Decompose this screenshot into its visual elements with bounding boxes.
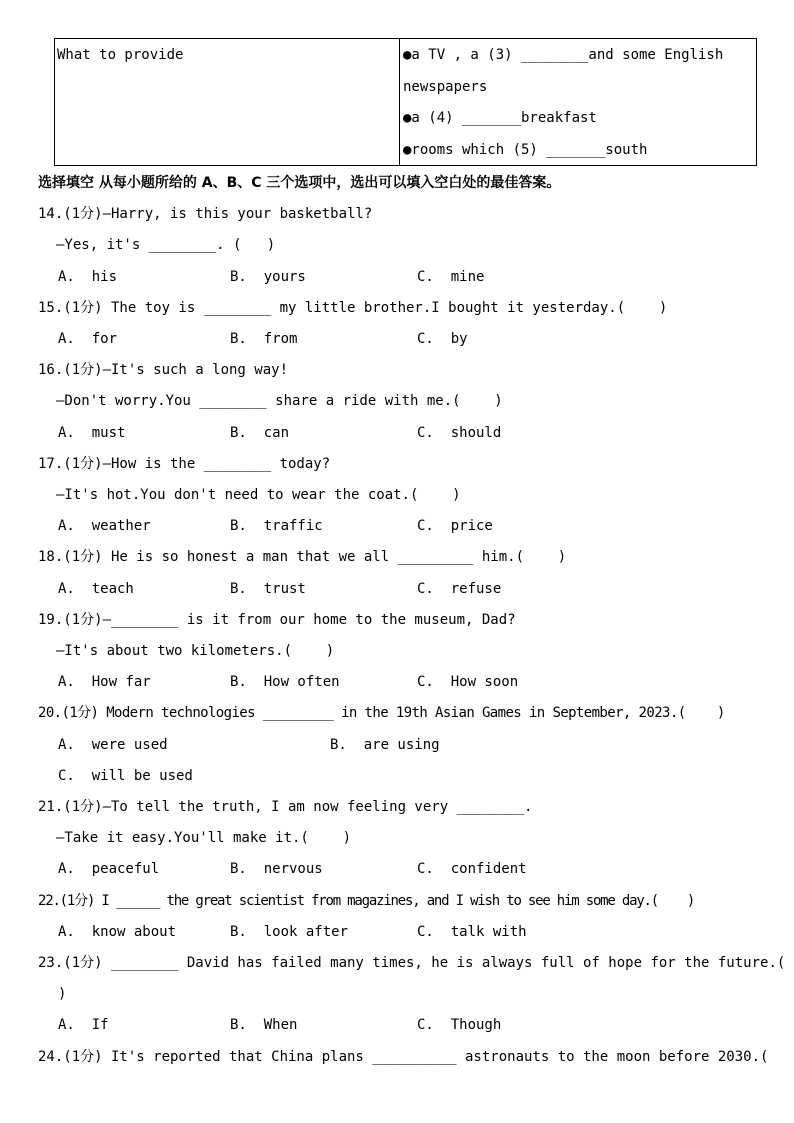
q18-option-b: B. trust [230,581,306,597]
q18-option-c: C. refuse [417,581,502,597]
q16-option-a: A. must [58,425,126,441]
question-15: 15.(1分) The toy is ________ my little brother.I bought it yesterday.( ) [38,300,668,316]
q15-option-a: A. for [58,331,118,347]
q23-option-b: B. When [230,1017,298,1033]
q21-option-b: B. nervous [230,861,323,877]
section-title: 选择填空 从每小题所给的 A、B、C 三个选项中，选出可以填入空白处的最佳答案。 [38,175,561,191]
question-20: 20.(1分) Modern technologies _________ in the 19th Asian Games in September, 2023.( ) [38,705,725,721]
question-16-line2: —Don't worry.You ________ share a ride with me.( ) [56,393,503,409]
question-24: 24.(1分) It's reported that China plans __________ astronauts to the moon before 2030.( [38,1049,769,1065]
table-left-label: What to provide [57,47,184,63]
q16-option-c: C. should [417,425,502,441]
q21-option-a: A. peaceful [58,861,160,877]
question-18: 18.(1分) He is so honest a man that we all _________ him.( ) [38,549,567,565]
question-19: 19.(1分)—________ is it from our home to the museum, Dad? [38,612,516,628]
question-14-line2: —Yes, it's ________. ( ) [56,237,276,253]
q22-option-c: C. talk with [417,924,527,940]
table-line-2: newspapers [403,79,488,95]
q21-option-c: C. confident [417,861,527,877]
question-23-line2: ) [58,986,67,1002]
q14-option-a: A. his [58,269,118,285]
question-17: 17.(1分)—How is the ________ today? [38,456,331,472]
q19-option-a: A. How far [58,674,151,690]
q22-option-b: B. look after [230,924,349,940]
q14-option-c: C. mine [417,269,485,285]
question-23: 23.(1分) ________ David has failed many times, he is always full of hope for the future.( [38,955,786,971]
q20-option-b: B. are using [330,737,440,753]
q23-option-c: C. Though [417,1017,502,1033]
q19-option-c: C. How soon [417,674,519,690]
q19-option-b: B. How often [230,674,340,690]
question-14: 14.(1分)—Harry, is this your basketball? [38,206,373,222]
q23-option-a: A. If [58,1017,109,1033]
question-16: 16.(1分)—It's such a long way! [38,362,289,378]
question-19-line2: —It's about two kilometers.( ) [56,643,335,659]
table-divider [399,39,400,165]
q17-option-c: C. price [417,518,493,534]
q20-option-a: A. were used [58,737,168,753]
q17-option-a: A. weather [58,518,151,534]
q20-option-c: C. will be used [58,768,193,784]
question-22: 22.(1分) I ______ the great scientist from magazines, and I wish to see him some day.( ) [38,893,695,909]
question-17-line2: —It's hot.You don't need to wear the coat.( ) [56,487,461,503]
q18-option-a: A. teach [58,581,134,597]
question-21: 21.(1分)—To tell the truth, I am now feeling very ________. [38,799,533,815]
table-line-1: ●a TV , a (3) ________and some English [403,47,724,63]
table-line-4: ●rooms which (5) _______south [403,142,648,158]
q15-option-c: C. by [417,331,468,347]
q22-option-a: A. know about [58,924,177,940]
question-21-line2: —Take it easy.You'll make it.( ) [56,830,352,846]
q16-option-b: B. can [230,425,290,441]
q14-option-b: B. yours [230,269,306,285]
q17-option-b: B. traffic [230,518,323,534]
table-line-3: ●a (4) _______breakfast [403,110,597,126]
q15-option-b: B. from [230,331,298,347]
info-table [54,38,757,166]
